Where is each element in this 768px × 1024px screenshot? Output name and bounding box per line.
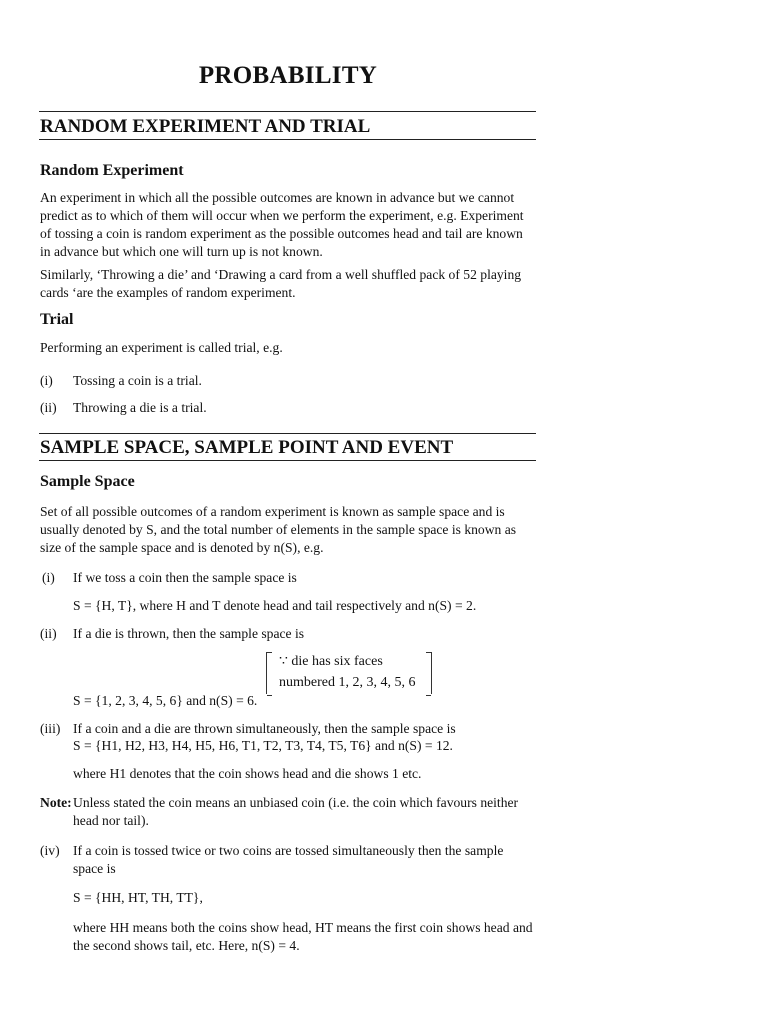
list-item: If a coin and a die are thrown simultaneously, then the sample space is [73, 721, 456, 736]
bracket-note-line: ∵ die has six faces [279, 654, 383, 669]
formula: S = {1, 2, 3, 4, 5, 6} and n(S) = 6. [73, 693, 258, 708]
paragraph-random-experiment: An experiment in which all the possible outcomes are known in advance but we cannot predict as to which of them will occur when we perform the experiment, e.g. Experiment of tossing a coin is random experiment as the possible outcomes head and tail are known in advance but which one will turn up is not known. [40, 190, 524, 259]
list-number: (ii) [40, 626, 57, 641]
list-item: If a die is thrown, then the sample space is [73, 626, 305, 641]
formula: S = {H, T}, where H and T denote head and tail respectively and n(S) = 2. [73, 598, 477, 613]
formula: S = {HH, HT, TH, TT}, [73, 890, 203, 905]
section-rule-top [39, 433, 536, 434]
list-number: (i) [40, 373, 53, 388]
list-number: (i) [42, 570, 55, 585]
section-rule-bottom [39, 139, 536, 140]
list-item: If we toss a coin then the sample space is [73, 570, 297, 585]
note-label: Note: [40, 795, 72, 810]
list-number: (iv) [40, 843, 60, 858]
explanation: where H1 denotes that the coin shows head and die shows 1 etc. [73, 766, 422, 781]
section-heading-sample-space: SAMPLE SPACE, SAMPLE POINT AND EVENT [40, 437, 454, 458]
subheading-trial: Trial [40, 311, 74, 328]
list-item: If a coin is tossed twice or two coins are tossed simultaneously then the sample space is [73, 843, 504, 876]
list-number: (iii) [40, 721, 61, 736]
section-rule-top [39, 111, 536, 112]
paragraph-sample-space: Set of all possible outcomes of a random experiment is known as sample space and is usually denoted by S, and the total number of elements in the sample space is known as size of the sample space and is denoted by n(S), e.g. [40, 504, 517, 555]
paragraph-trial-intro: Performing an experiment is called trial, e.g. [40, 340, 283, 355]
section-rule-bottom [39, 460, 536, 461]
list-item: Throwing a die is a trial. [73, 400, 207, 415]
paragraph-similarly: Similarly, ‘Throwing a die’ and ‘Drawing a card from a well shuffled pack of 52 playing cards ‘are the examples of random experiment. [40, 267, 522, 300]
bracket-note [266, 652, 432, 694]
subheading-sample-space: Sample Space [40, 473, 135, 490]
bracket-note-line: numbered 1, 2, 3, 4, 5, 6 [279, 675, 416, 690]
page-title: PROBABILITY [198, 62, 378, 89]
list-number: (ii) [40, 400, 57, 415]
subheading-random-experiment: Random Experiment [40, 162, 184, 179]
section-heading-random-experiment: RANDOM EXPERIMENT AND TRIAL [40, 116, 371, 137]
formula: S = {H1, H2, H3, H4, H5, H6, T1, T2, T3, T4, T5, T6} and n(S) = 12. [73, 738, 453, 753]
explanation: where HH means both the coins show head, HT means the first coin shows head and the second shows tail, etc. Here, n(S) = 4. [73, 920, 533, 953]
list-item: Tossing a coin is a trial. [73, 373, 202, 388]
note-text: Unless stated the coin means an unbiased coin (i.e. the coin which favours neither head nor tail). [73, 795, 519, 828]
